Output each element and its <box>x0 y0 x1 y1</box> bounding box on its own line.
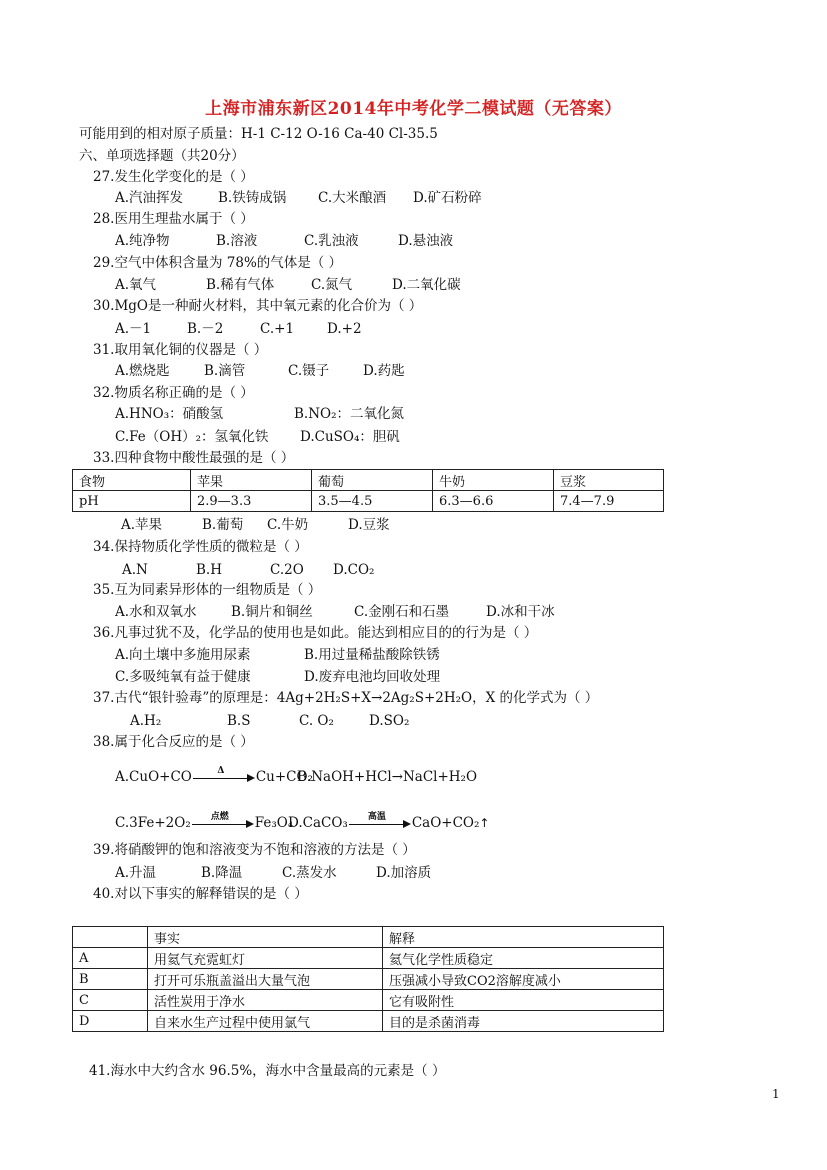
q39-option-a: A.升温 <box>115 865 157 881</box>
q32-option-d: D.CuSO₄：胆矾 <box>300 429 400 445</box>
q37-option-c: C. O₂ <box>299 713 334 729</box>
q38-option-b: B.NaOH+HCl→NaCl+H₂O <box>297 769 478 785</box>
q34-option-a: A.N <box>122 562 148 578</box>
question-36: 36.凡事过犹不及，化学品的使用也是如此。能达到相应目的的行为是（ ） <box>93 625 538 641</box>
q33-option-b: B.葡萄 <box>202 517 244 533</box>
q38-c-products: Fe₃O₄ <box>254 815 294 831</box>
table-cell: 食物 <box>73 470 191 491</box>
table-cell: 打开可乐瓶盖溢出大量气泡 <box>148 969 383 990</box>
q28-option-b: B.溶液 <box>216 233 258 249</box>
table-cell: 牛奶 <box>433 470 554 491</box>
question-29: 29.空气中体积含量为 78%的气体是（ ） <box>93 255 343 271</box>
q32-option-a: A.HNO₃：硝酸氢 <box>115 406 224 422</box>
question-37: 37.古代“银针验毒”的原理是：4Ag+2H₂S+X→2Ag₂S+2H₂O，X 的化学式为（ ） <box>93 690 599 706</box>
q37-option-b: B.S <box>227 713 251 729</box>
q35-option-b: B.铜片和铜丝 <box>231 604 313 620</box>
q38-d-reactants: D.CaCO₃ <box>288 815 348 831</box>
q38-a-reactants: A.CuO+CO <box>115 769 192 785</box>
reaction-condition: 高温 <box>367 811 386 822</box>
q30-option-d: D.+2 <box>327 321 362 337</box>
question-33: 33.四种食物中酸性最强的是（ ） <box>93 450 295 466</box>
q35-option-d: D.冰和干冰 <box>486 604 555 620</box>
reaction-arrow-icon <box>349 811 411 830</box>
q29-option-d: D.二氧化碳 <box>392 277 461 293</box>
q33-option-d: D.豆浆 <box>348 517 390 533</box>
q36-option-a: A.向土壤中多施用尿素 <box>115 647 251 663</box>
table-cell: 压强减小导致CO2溶解度减小 <box>383 969 664 990</box>
q39-option-d: D.加溶质 <box>376 865 432 881</box>
q39-option-c: C.蒸发水 <box>282 865 337 881</box>
table-cell: 3.5—4.5 <box>312 491 433 512</box>
q38-option-c <box>115 811 294 832</box>
table-cell: 7.4—7.9 <box>554 491 664 512</box>
section-heading: 六、单项选择题（共20分） <box>79 148 245 164</box>
q31-option-b: B.滴管 <box>204 363 246 379</box>
q38-option-d <box>288 811 490 832</box>
q34-option-d: D.CO₂ <box>333 562 375 578</box>
q36-option-c: C.多吸纯氧有益于健康 <box>115 669 251 685</box>
q29-option-c: C.氮气 <box>311 277 353 293</box>
q33-option-a: A.苹果 <box>121 517 163 533</box>
reaction-condition: Δ <box>217 765 225 776</box>
q30-option-a: A.－1 <box>115 321 152 337</box>
table-cell: 葡萄 <box>312 470 433 491</box>
question-40: 40.对以下事实的解释错误的是（ ） <box>93 886 308 902</box>
q38-c-reactants: C.3Fe+2O₂ <box>115 815 191 831</box>
table-cell: 目的是杀菌消毒 <box>383 1011 664 1032</box>
table-cell: 氦气化学性质稳定 <box>383 948 664 969</box>
q31-option-d: D.药匙 <box>363 363 405 379</box>
table-cell: 苹果 <box>191 470 312 491</box>
table-cell: D <box>73 1011 148 1032</box>
q37-option-a: A.H₂ <box>130 713 162 729</box>
q39-option-b: B.降温 <box>201 865 243 881</box>
page-number: 1 <box>772 1087 780 1101</box>
q38-d-products: CaO+CO₂ <box>411 815 480 831</box>
q28-option-c: C.乳浊液 <box>304 233 359 249</box>
table-cell: 解释 <box>383 927 664 948</box>
question-30: 30.MgO是一种耐火材料，其中氧元素的化合价为（ ） <box>93 298 423 314</box>
table-cell: 自来水生产过程中使用氯气 <box>148 1011 383 1032</box>
table-cell: 它有吸附性 <box>383 990 664 1011</box>
q35-option-a: A.水和双氧水 <box>115 604 197 620</box>
q30-option-c: C.+1 <box>260 321 295 337</box>
reaction-arrow-icon <box>192 811 254 830</box>
question-34: 34.保持物质化学性质的微粒是（ ） <box>93 539 308 555</box>
reaction-arrow-icon <box>193 765 255 784</box>
table-cell <box>73 927 148 948</box>
table-row <box>73 1011 664 1032</box>
q27-option-d: D.矿石粉碎 <box>413 190 482 206</box>
question-27: 27.发生化学变化的是（ ） <box>93 169 254 185</box>
q29-option-a: A.氧气 <box>115 277 157 293</box>
q33-option-c: C.牛奶 <box>267 517 309 533</box>
q29-option-b: B.稀有气体 <box>206 277 275 293</box>
q36-option-d: D.废弃电池均回收处理 <box>304 669 441 685</box>
question-35: 35.互为同素异形体的一组物质是（ ） <box>93 582 322 598</box>
q32-option-c: C.Fe（OH）₂：氢氧化铁 <box>115 429 269 445</box>
table-row <box>73 470 664 491</box>
table-row <box>73 927 664 948</box>
q36-option-b: B.用过量稀盐酸除铁锈 <box>304 647 440 663</box>
table-row <box>73 948 664 969</box>
gas-arrow-icon: ↑ <box>479 816 490 830</box>
table-cell: 6.3—6.6 <box>433 491 554 512</box>
q28-option-d: D.悬浊液 <box>398 233 454 249</box>
question-28: 28.医用生理盐水属于（ ） <box>93 211 254 227</box>
table-cell: 活性炭用于净水 <box>148 990 383 1011</box>
table-cell: 用氦气充霓虹灯 <box>148 948 383 969</box>
page-title: 上海市浦东新区2014年中考化学二模试题（无答案） <box>205 99 622 119</box>
q27-option-a: A.汽油挥发 <box>115 190 184 206</box>
q38-option-a <box>115 765 313 786</box>
question-31: 31.取用氧化铜的仪器是（ ） <box>93 342 268 358</box>
explanation-table <box>72 926 664 1032</box>
question-39: 39.将硝酸钾的饱和溶液变为不饱和溶液的方法是（ ） <box>93 842 416 858</box>
q38-a-products: Cu+CO₂ <box>255 769 313 785</box>
question-32: 32.物质名称正确的是（ ） <box>93 385 254 401</box>
q34-option-c: C.2O <box>270 562 304 578</box>
question-41: 41.海水中大约含水 96.5%，海水中含量最高的元素是（ ） <box>89 1063 446 1079</box>
table-row <box>73 969 664 990</box>
table-cell: C <box>73 990 148 1011</box>
table-cell: B <box>73 969 148 990</box>
table-cell: 事实 <box>148 927 383 948</box>
atomic-masses: 可能用到的相对原子质量：H-1 C-12 O-16 Ca-40 Cl-35.5 <box>79 126 438 142</box>
q27-option-b: B.铁铸成锅 <box>218 190 287 206</box>
question-38: 38.属于化合反应的是（ ） <box>93 734 254 750</box>
q28-option-a: A.纯净物 <box>115 233 170 249</box>
table-cell: A <box>73 948 148 969</box>
q31-option-c: C.镊子 <box>288 363 330 379</box>
table-row <box>73 491 664 512</box>
q31-option-a: A.燃烧匙 <box>115 363 170 379</box>
q34-option-b: B.H <box>196 562 222 578</box>
table-cell: 豆浆 <box>554 470 664 491</box>
table-row <box>73 990 664 1011</box>
q32-option-b: B.NO₂：二氧化氮 <box>294 406 405 422</box>
ph-table <box>72 469 664 512</box>
reaction-condition: 点燃 <box>210 811 229 822</box>
q37-option-d: D.SO₂ <box>369 713 410 729</box>
table-cell: pH <box>73 491 191 512</box>
table-cell: 2.9—3.3 <box>191 491 312 512</box>
q35-option-c: C.金刚石和石墨 <box>354 604 450 620</box>
q30-option-b: B.－2 <box>187 321 224 337</box>
q27-option-c: C.大米酿酒 <box>318 190 387 206</box>
